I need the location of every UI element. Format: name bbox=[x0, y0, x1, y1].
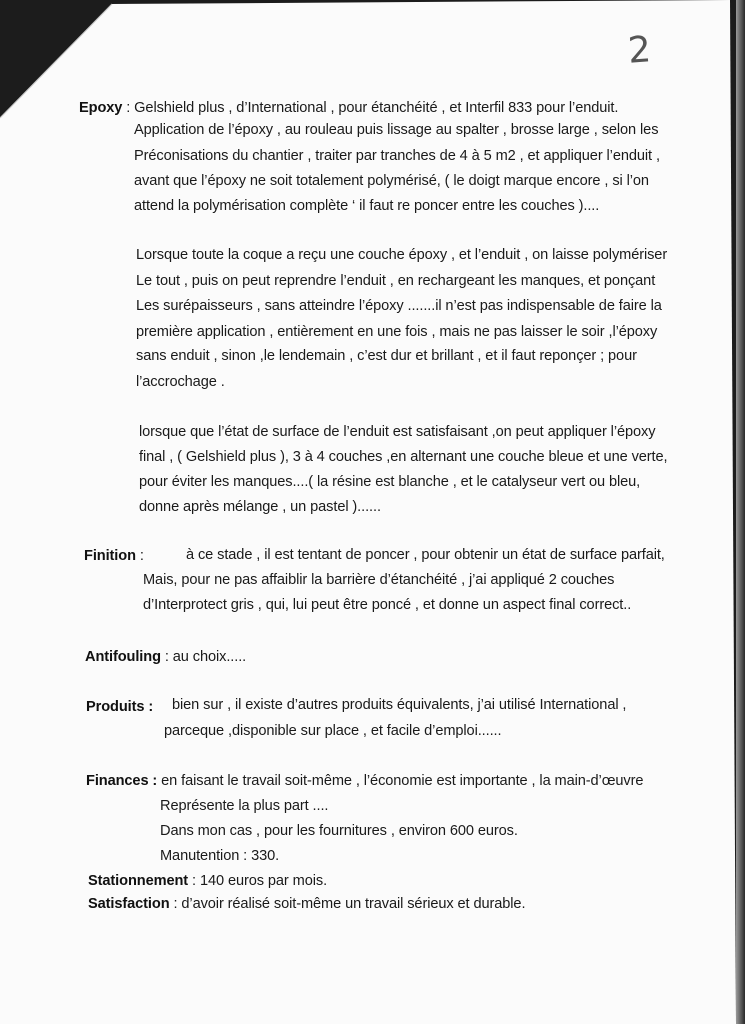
finances-text: en faisant le travail soit-même , l’économie est importante , la main-d’œuvre bbox=[161, 773, 644, 789]
satisfaction-line bbox=[88, 896, 525, 912]
finances-line-3: Dans mon cas , pour les fournitures , environ 600 euros. bbox=[160, 823, 518, 839]
produits-line-2: parceque ,disponible sur place , et facile d’emploi...... bbox=[164, 723, 502, 739]
epoxy-line-3: Préconisations du chantier , traiter par tranches de 4 à 5 m2 , et appliquer l’enduit , bbox=[134, 148, 660, 164]
epoxy-line-12: lorsque que l’état de surface de l’enduit est satisfaisant ,on peut appliquer l’époxy bbox=[139, 424, 656, 440]
antifouling-text: : au choix..... bbox=[164, 649, 247, 665]
antifouling-label: Antifouling bbox=[85, 649, 161, 665]
finition-label: Finition bbox=[84, 548, 136, 564]
epoxy-line-7: Le tout , puis on peut reprendre l’enduit , en rechargeant les manques, et ponçant bbox=[136, 273, 656, 289]
finition-line-2: à ce stade , il est tentant de poncer , pour obtenir un état de surface parfait, bbox=[186, 547, 665, 563]
stationnement-line bbox=[88, 873, 327, 889]
epoxy-line-10: sans enduit , sinon ,le lendemain , c’est dur et brillant , et il faut reponçer ; pour bbox=[136, 348, 637, 364]
epoxy-line-14: pour éviter les manques....( la résine est blanche , et le catalyseur vert ou bleu, bbox=[139, 474, 641, 490]
finances-line-4: Manutention : 330. bbox=[160, 848, 280, 864]
finances-line-2: Représente la plus part .... bbox=[160, 798, 329, 814]
stationnement-label: Stationnement bbox=[88, 873, 189, 889]
epoxy-label: Epoxy bbox=[79, 100, 123, 116]
produits-label: Produits : bbox=[86, 699, 154, 715]
epoxy-line-13: final , ( Gelshield plus ), 3 à 4 couches ,en alternant une couche bleue et une verte, bbox=[139, 449, 668, 465]
epoxy-line-5: attend la polymérisation complète ‘ il faut re poncer entre les couches ).... bbox=[134, 198, 600, 214]
epoxy-line-6: Lorsque toute la coque a reçu une couche époxy , et l’enduit , on laisse polymériser bbox=[136, 247, 668, 263]
epoxy-line-8: Les surépaisseurs , sans atteindre l’époxy .......il n’est pas indispensable de faire la bbox=[136, 298, 662, 314]
finances-line-1 bbox=[86, 773, 643, 789]
produits-line-1: bien sur , il existe d’autres produits équivalents, j’ai utilisé International , bbox=[172, 697, 627, 713]
finition-line-4: d’Interprotect gris , qui, lui peut être poncé , et donne un aspect final correct.. bbox=[143, 597, 632, 613]
antifouling-line bbox=[85, 649, 246, 665]
handwritten-page-number: 2 bbox=[626, 29, 653, 72]
epoxy-line-1 bbox=[79, 100, 618, 116]
epoxy-line-15: donne après mélange , un pastel )...... bbox=[139, 499, 381, 515]
finances-label: Finances : bbox=[86, 773, 158, 789]
finition-colon: : bbox=[139, 548, 144, 564]
satisfaction-text: : d’avoir réalisé soit-même un travail sérieux et durable. bbox=[173, 896, 526, 912]
epoxy-line-2: Application de l’époxy , au rouleau puis lissage au spalter , brosse large , selon les bbox=[134, 122, 659, 138]
satisfaction-label: Satisfaction bbox=[88, 896, 170, 912]
epoxy-line-4: avant que l’époxy ne soit totalement polymérisé, ( le doigt marque encore , si l’on bbox=[134, 173, 649, 189]
produits-label-line bbox=[86, 699, 153, 715]
finition-line-3: Mais, pour ne pas affaiblir la barrière d’étanchéité , j’ai appliqué 2 couches bbox=[143, 572, 615, 588]
epoxy-text: : Gelshield plus , d’International , pour étanchéité , et Interfil 833 pour l’enduit. bbox=[126, 100, 619, 116]
stationnement-text: : 140 euros par mois. bbox=[192, 873, 328, 889]
finition-line-1 bbox=[84, 548, 144, 564]
epoxy-line-11: l’accrochage . bbox=[136, 374, 225, 390]
epoxy-line-9: première application , entièrement en une fois , mais ne pas laisser le soir ,l’époxy bbox=[136, 324, 658, 340]
